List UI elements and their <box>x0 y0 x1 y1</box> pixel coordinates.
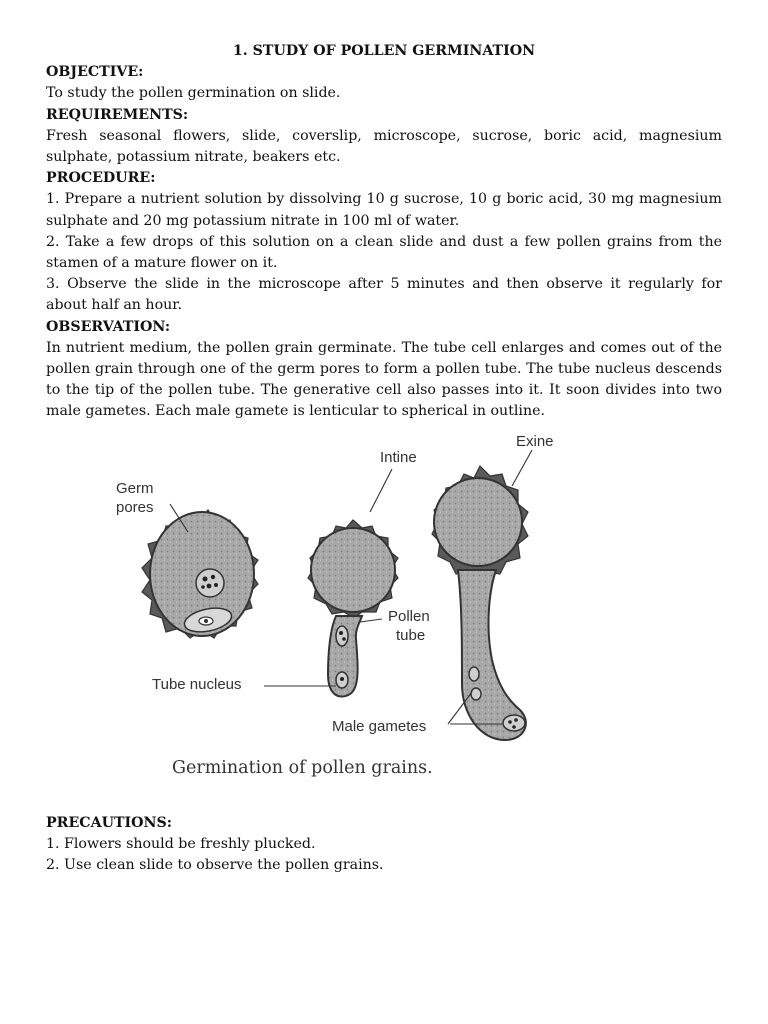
objective-text: To study the pollen germination on slide. <box>46 85 341 102</box>
requirements-heading: REQUIREMENTS: <box>46 106 189 123</box>
requirements-text: Fresh seasonal flowers, slide, coverslip, microscope, sucrose, boric acid, magnesium sulphate, potassium nitrate, beakers etc. <box>46 127 722 166</box>
procedure-heading: PROCEDURE: <box>46 170 156 187</box>
label-tube: tube <box>396 627 426 644</box>
procedure-step-3: 3. Observe the slide in the microscope after 5 minutes and then observe it regularly for about half an hour. <box>46 276 722 314</box>
label-germ: Germ <box>116 480 154 497</box>
procedure-step-2: 2. Take a few drops of this solution on a clean slide and dust a few pollen grains from the stamen of a mature flower on it. <box>46 233 722 272</box>
pollen-grain-ungerminated <box>142 510 258 638</box>
label-pollen: Pollen <box>388 608 430 625</box>
pollen-grain-germinating <box>308 520 398 697</box>
precaution-item-2: 2. Use clean slide to observe the pollen grains. <box>46 857 384 874</box>
pollen-grain-long-tube <box>432 466 528 740</box>
label-tube-nucleus: Tube nucleus <box>152 676 242 693</box>
document-body <box>46 41 722 423</box>
precaution-item-1: 1. Flowers should be freshly plucked. <box>46 836 316 853</box>
label-intine: Intine <box>380 449 417 466</box>
pollen-diagram <box>100 424 560 754</box>
precautions-heading: PRECAUTIONS: <box>46 815 172 831</box>
label-exine: Exine <box>516 433 554 450</box>
label-male-gametes: Male gametes <box>332 718 427 735</box>
pollen-germination-figure <box>100 424 560 792</box>
procedure-step-1: 1. Prepare a nutrient solution by dissolving 10 g sucrose, 10 g boric acid, 30 mg magnesium sulphate and 20 mg potassium nitrate in 100 ml of water. <box>46 191 722 229</box>
label-pores: pores <box>116 499 154 516</box>
precautions-section <box>46 813 722 877</box>
observation-heading: OBSERVATION: <box>46 318 171 335</box>
page-title: 1. STUDY OF POLLEN GERMINATION <box>232 43 536 59</box>
figure-caption: Germination of pollen grains. <box>172 758 433 778</box>
objective-heading: OBJECTIVE: <box>46 64 144 81</box>
observation-text: In nutrient medium, the pollen grain germinate. The tube cell enlarges and comes out of the pollen grain through one of the germ pores to form a pollen tube. The tube nucleus descends to the tip of the pollen tube. The generative cell also passes into it. It soon divides into two male gametes. Each male gamete is lenticular to spherical in outline. <box>46 339 722 420</box>
